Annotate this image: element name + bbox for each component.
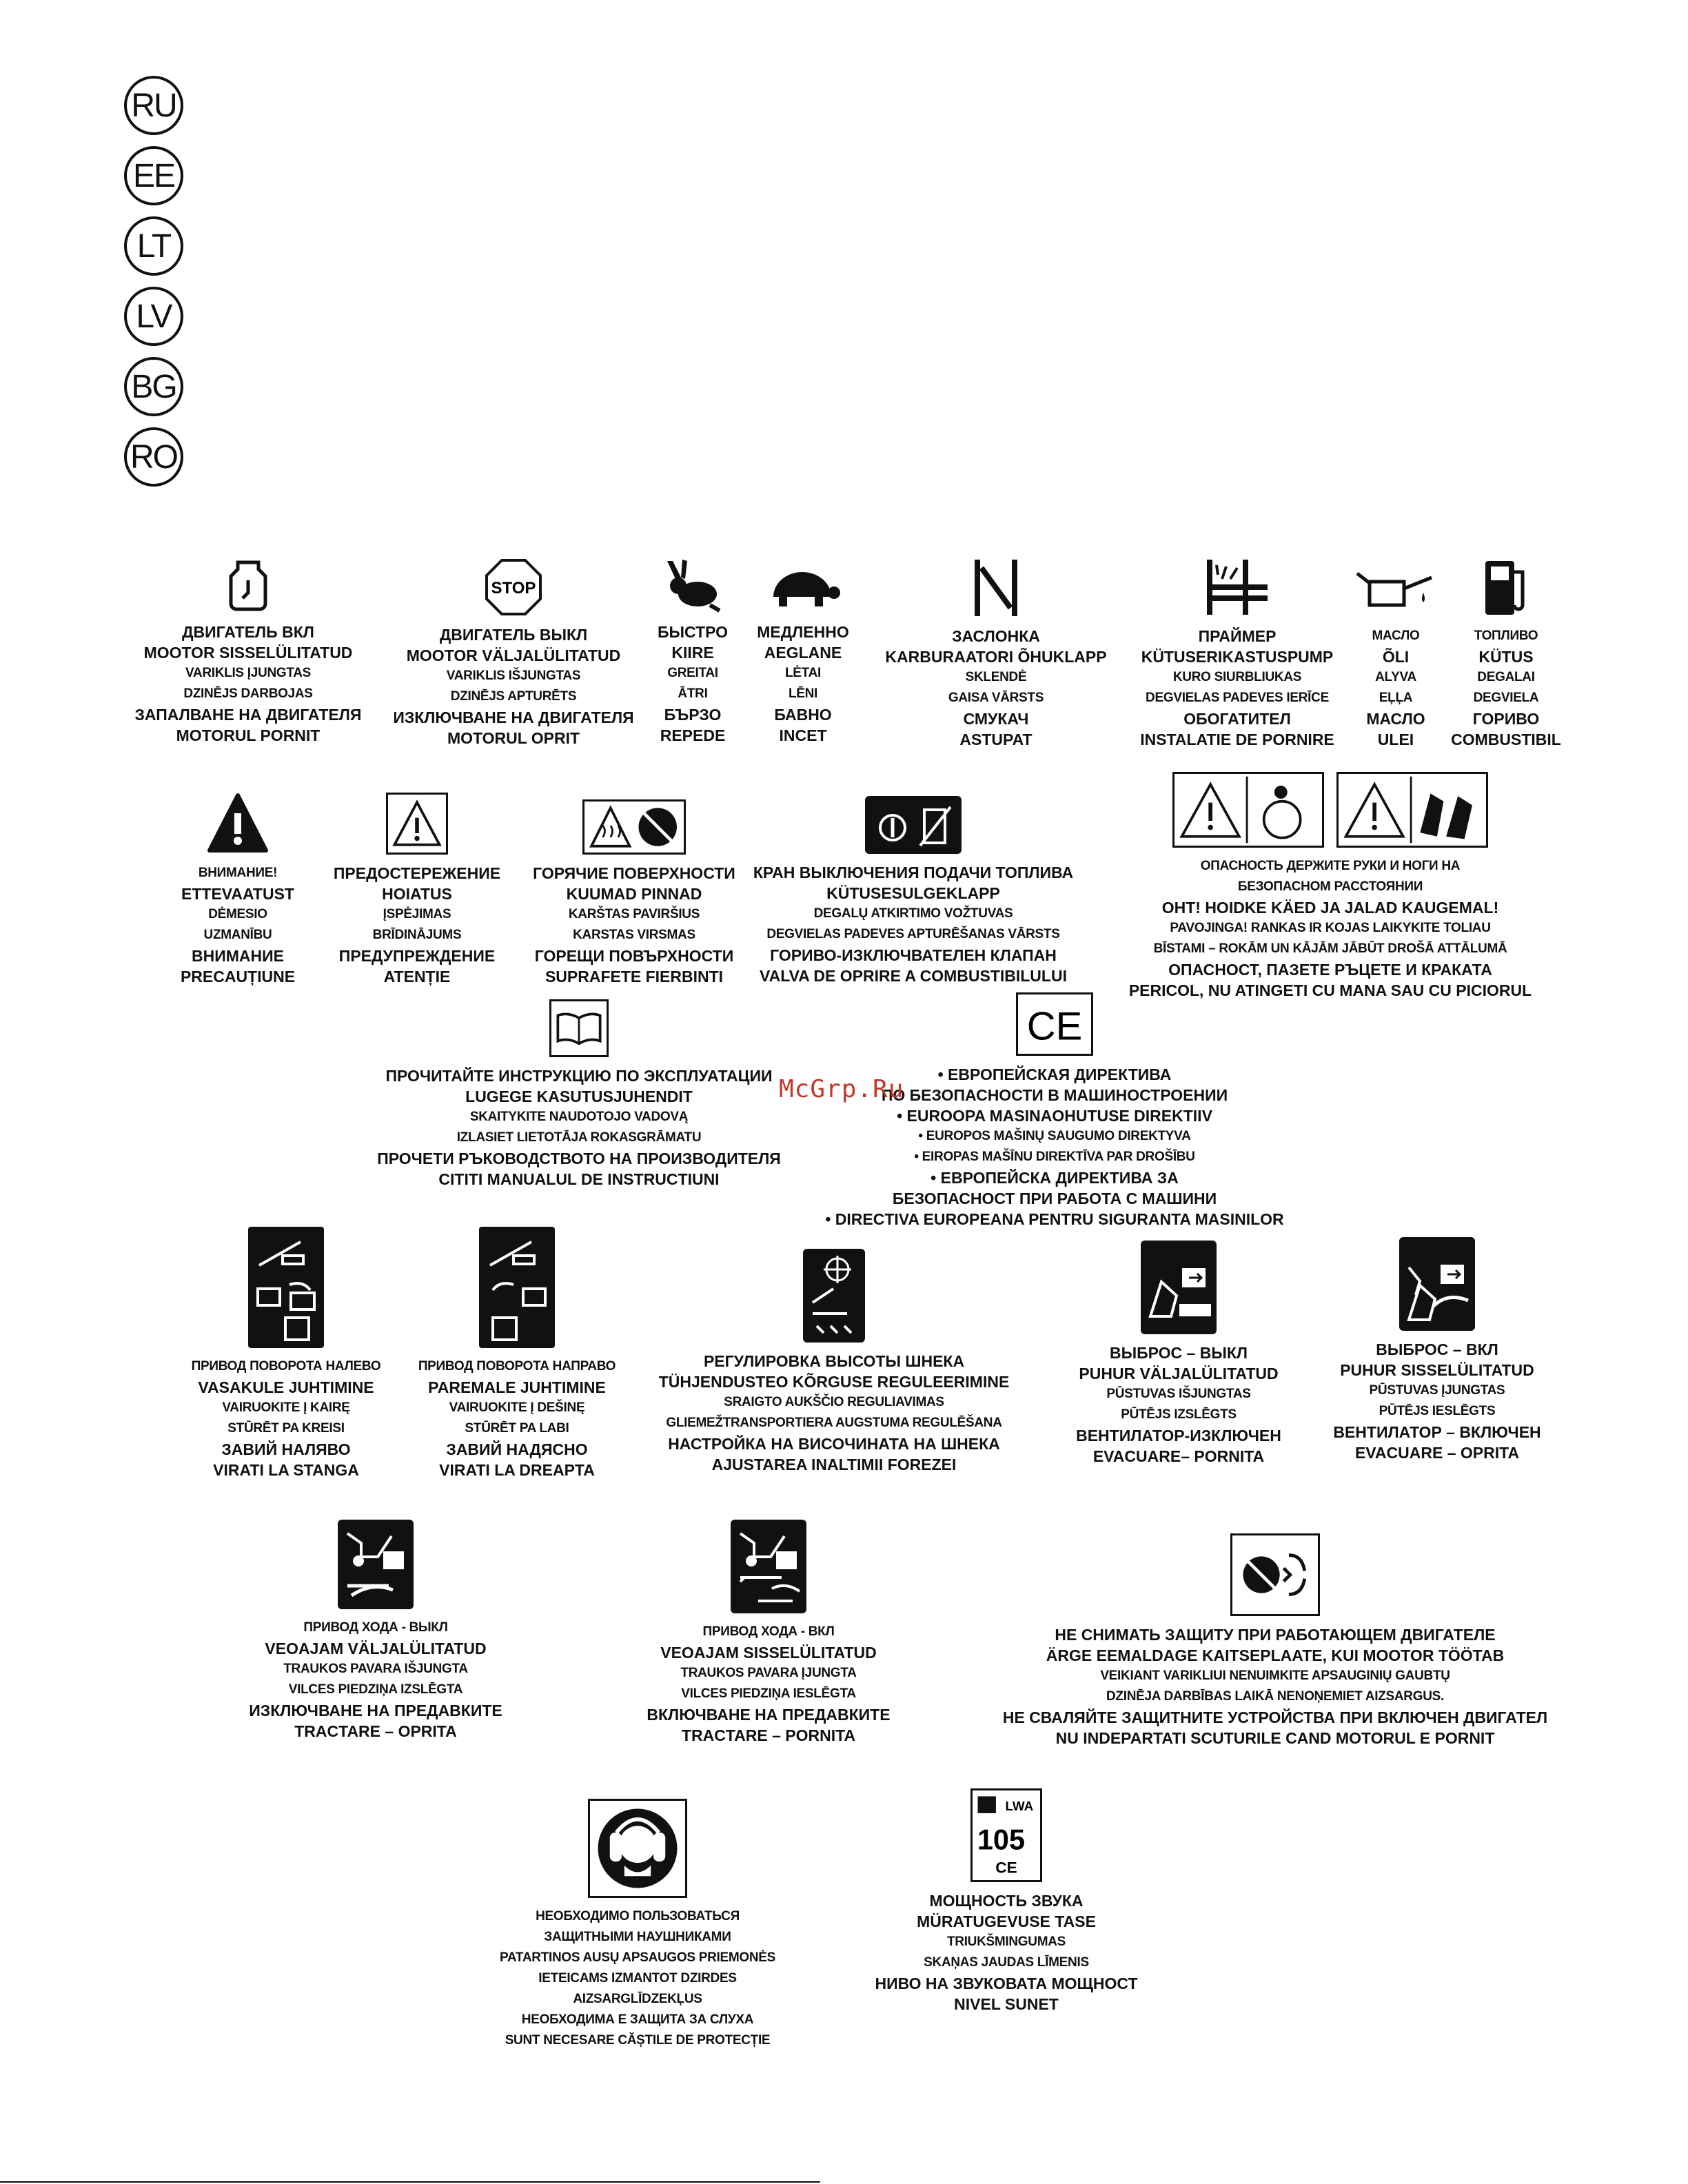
symbol-turn-left: ПРИВОД ПОВОРОТА НАЛЕВО VASAKULE JUHTIMINE VAIRUOKITE Į KAIRĘ STŪRĒT PA KREISI ЗАВИЙ НАЛЯВО VIRATI LA STANGA [172,1227,400,1480]
manual-book-icon [549,999,609,1057]
no-remove-guard-icon [1230,1533,1320,1616]
sound-power-icon [970,1788,1042,1882]
symbol-fast: БЫСТРО KIIRE GREITAI ĀTRI БЪРЗО REPEDE [641,558,744,746]
lang-badge-lv: LV [124,287,183,346]
svg-text:105: 105 [977,1823,1026,1856]
warning-triangle-icon [386,793,448,855]
oil-can-icon [1354,558,1437,618]
symbol-engine-off: STOP ДВИГАТЕЛЬ ВЫКЛ MOOTOR VÄLJALÜLITATUD VARIKLIS IŠJUNGTAS DZINĒJS APTURĒTS ИЗКЛЮЧВАНЕ НА ДВИГАТЕЛЯ MOTORUL OPRIT [386,558,641,748]
discharge-on-icon [1399,1237,1475,1331]
symbol-drive-on: ПРИВОД ХОДА - ВКЛ VEOAJAM SISSELÜLITATUD TRAUKOS PAVARA ĮJUNGTA VILCES PIEDZIŅA IESLĒGTA ВКЛЮЧВАНЕ НА ПРЕДАВКИТЕ TRACTARE – PORNITA [620,1520,917,1746]
symbol-ce-directive: CE • ЕВРОПЕЙСКАЯ ДИРЕКТИВА ПО БЕЗОПАСНОСТИ В МАШИНОСТРОЕНИИ • EUROOPA MASINAOHUTUSE DIREKTIIV • EUROPOS MAŠINŲ SAUGUMO DIREKTYVA • EIROPAS MAŠĪNU DIREKTĪVA PAR DROŠĪBU • ЕВРОПЕЙСКА ДИРЕКТИВА ЗА БЕЗОПАСНОСТ ПРИ РАБОТА С МАШИНИ • DIRECTIVA EUROPEANA PENTRU SIGURANTA MASINILOR [800,992,1310,1229]
lang-badge-ro: RO [124,427,183,487]
turn-left-icon [248,1227,324,1348]
symbol-drive-off: ПРИВОД ХОДА - ВЫКЛ VEOAJAM VÄLJALÜLITATUD TRAUKOS PAVARA IŠJUNGTA VILCES PIEDZIŅA IZSLĒGTA ИЗКЛЮЧВАНЕ НА ПРЕДАВКИТЕ TRACTARE – OPRITA [227,1520,524,1742]
stop-sign-icon [485,558,542,616]
symbol-danger-hands: ОПАСНОСТЬ ДЕРЖИТЕ РУКИ И НОГИ НА БЕЗОПАСНОМ РАССТОЯНИИ OHT! HOIDKE KÄED JA JALAD KAUGEMAL! PAVOJINGA! RANKAS IR KOJAS LAIKYKITE TOLIAU BĪSTAMI – ROKĀM UN KĀJĀM JĀBŪT DROŠĀ ATTĀLUMĀ ОПАСНОСТ, ПАЗЕТЕ РЪЦЕТЕ И КРАКАТА PERICOL, NU ATINGETI CU MANA SAU CU PICIORUL [1117,772,1544,1001]
choke-icon [972,558,1020,618]
ear-protection-icon [588,1799,687,1898]
fuel-valve-icon [865,796,962,854]
auger-height-icon [803,1249,865,1343]
svg-text:STOP: STOP [491,579,536,598]
symbol-sound-power: LWA 105 CE МОЩНОСТЬ ЗВУКА MÜRATUGEVUSE TASE TRIUKŠMINGUMAS SKAŅAS JAUDAS LĪMENIS НИВО НА ЗВУКОВАТА МОЩНОСТ NIVEL SUNET [862,1788,1151,2014]
lang-badge-ee: EE [124,146,183,205]
symbol-read-manual: ПРОЧИТАЙТЕ ИНСТРУКЦИЮ ПО ЭКСПЛУАТАЦИИ LUGEGE KASUTUSJUHENDIT SKAITYKITE NAUDOTOJO VADOVĄ IZLASIET LIETOTĀJA ROKASGRĀMATU ПРОЧЕТИ РЪКОВОДСТВОТО НА ПРОИЗВОДИТЕЛЯ CITITI MANUALUL DE INSTRUCTIUNI [372,999,786,1190]
symbol-hot-surfaces: ГОРЯЧИЕ ПОВЕРХНОСТИ KUUMAD PINNAD KARŠTAS PAVIRŠIUS KARSTAS VIRSMAS ГОРЕЩИ ПОВЪРХНОСТИ SUPRAFETE FIERBINTI [524,799,744,987]
symbol-turn-right: ПРИВОД ПОВОРОТА НАПРАВО PAREMALE JUHTIMINE VAIRUOKITE Į DEŠINĘ STŪRĒT PA LABI ЗАВИЙ НАДЯСНО VIRATI LA DREAPTA [403,1227,631,1480]
symbol-attention: ВНИМАНИЕ! ETTEVAATUST DĖMESIO UZMANĪBU ВНИМАНИЕ PRECAUȚIUNE [165,793,310,987]
auger-hazard-icon [1172,772,1324,848]
lang-badge-lt: LT [124,216,183,276]
svg-text:CE: CE [995,1859,1017,1877]
rabbit-icon [662,558,724,613]
symbol-discharge-on: ВЫБРОС – ВКЛ PUHUR SISSELÜLITATUD PŪSTUVAS ĮJUNGTAS PŪTĒJS IESLĒGTS ВЕНТИЛАТОР – ВКЛЮЧЕН EVACUARE – OPRITA [1310,1237,1565,1463]
symbol-discharge-off: ВЫБРОС – ВЫКЛ PUHUR VÄLJALÜLITATUD PŪSTUVAS IŠJUNGTAS PŪTĒJS IZSLĒGTS ВЕНТИЛАТОР-ИЗКЛЮЧЕН EVACUARE– PORNITA [1055,1241,1303,1467]
svg-text:LWA: LWA [1005,1799,1034,1814]
turtle-icon [765,558,841,613]
symbol-choke: ЗАСЛОНКА KARBURAATORI ÕHUKLAPP SKLENDĖ GAISA VĀRSTS СМУКАЧ ASTUPAT [875,558,1117,750]
ce-mark-icon [1016,992,1093,1056]
watermark: McGrp.Ru [779,1075,904,1103]
svg-text:CE: CE [1026,1004,1083,1049]
drive-off-icon [338,1520,414,1609]
lang-badge-bg: BG [124,357,183,416]
symbol-warning: ПРЕДОСТЕРЕЖЕНИЕ HOIATUS ĮSPĖJIMAS BRĪDINĀJUMS ПРЕДУПРЕЖДЕНИЕ ATENȚIE [324,793,510,987]
feet-hazard-icon [1336,772,1488,848]
symbol-fuel-valve: КРАН ВЫКЛЮЧЕНИЯ ПОДАЧИ ТОПЛИВА KÜTUSESULGEKLAPP DEGALŲ ATKIRTIMO VOŽTUVAS DEGVIELAS PADEVES APTURĒŠANAS VĀRSTS ГОРИВО-ИЗКЛЮЧВАТЕЛЕН КЛАПАН VALVA DE OPRIRE A COMBUSTIBILULUI [744,796,1082,986]
danger-hands-icon [1117,772,1544,848]
hot-surface-icon [582,799,686,855]
symbol-engine-on: ДВИГАТЕЛЬ ВКЛ MOOTOR SISSELÜLITATUD VARIKLIS ĮJUNGTAS DZINĒJS DARBOJAS ЗАПАЛВАНЕ НА ДВИГАТЕЛЯ MOTORUL PORNIT [117,558,379,746]
discharge-off-icon [1141,1241,1217,1334]
engine-on-icon [224,558,272,613]
lang-badge-ru: RU [124,76,183,135]
symbol-guards: НЕ СНИМАТЬ ЗАЩИТУ ПРИ РАБОТАЮЩЕМ ДВИГАТЕЛЕ ÄRGE EEMALDAGE KAITSEPLAATE, KUI MOOTOR TÖÖTAB VEIKIANT VARIKLIUI NENUIMKITE APSAUGINIŲ GAUBTŲ DZINĒJA DARBĪBAS LAIKĀ NENOŅEMIET AIZSARGUS. НЕ СВАЛЯЙТЕ ЗАЩИТНИТЕ УСТРОЙСТВА ПРИ ВКЛЮЧЕН ДВИГАТЕЛ NU INDEPARTATI SCUTURILE CAND MOTORUL E PORNIT [965,1533,1585,1748]
symbol-ear-protection: НЕОБХОДИМО ПОЛЬЗОВАТЬСЯ ЗАЩИТНЫМИ НАУШНИКАМИ PATARTINOS AUSŲ APSAUGOS PRIEMONĖS IETEICAMS IZMANTOT DZIRDES AIZSARGLĪDZEKĻUS НЕОБХОДИМА Е ЗАЩИТА ЗА СЛУХА SUNT NECESARE CĂȘTILE DE PROTECȚIE [469,1799,806,2051]
symbol-oil: МАСЛО ÕLI ALYVA EĻĻA МАСЛО ULEI [1351,558,1441,750]
symbol-primer: ПРАЙМЕР KÜTUSERIKASTUSPUMP KURO SIURBLIUKAS DEGVIELAS PADEVES IERĪCE ОБОГАТИТЕЛ INSTALATIE DE PORNIRE [1123,558,1351,750]
drive-on-icon [731,1520,806,1613]
attention-icon [207,793,269,855]
symbol-slow: МЕДЛЕННО AEGLANE LĖTAI LĒNI БАВНО INCET [751,558,855,746]
symbol-fuel: ТОПЛИВО KÜTUS DEGALAI DEGVIELA ГОРИВО COMBUSTIBIL [1441,558,1572,750]
primer-icon [1203,558,1272,618]
turn-right-icon [479,1227,555,1348]
symbol-auger-height: РЕГУЛИРОВКА ВЫСОТЫ ШНЕКА TÜHJENDUSTEO KÕRGUSE REGULEERIMINE SRAIGTO AUKŠČIO REGULIAVIMAS GLIEMEŽTRANSPORTIERA AUGSTUMA REGULĒŠANA НАСТРОЙКА НА ВИСОЧИНАТА НА ШНЕКА AJUSTAREA INALTIMII FOREZEI [634,1249,1034,1475]
fuel-pump-icon [1478,558,1534,618]
footer-rule [0,2181,820,2183]
